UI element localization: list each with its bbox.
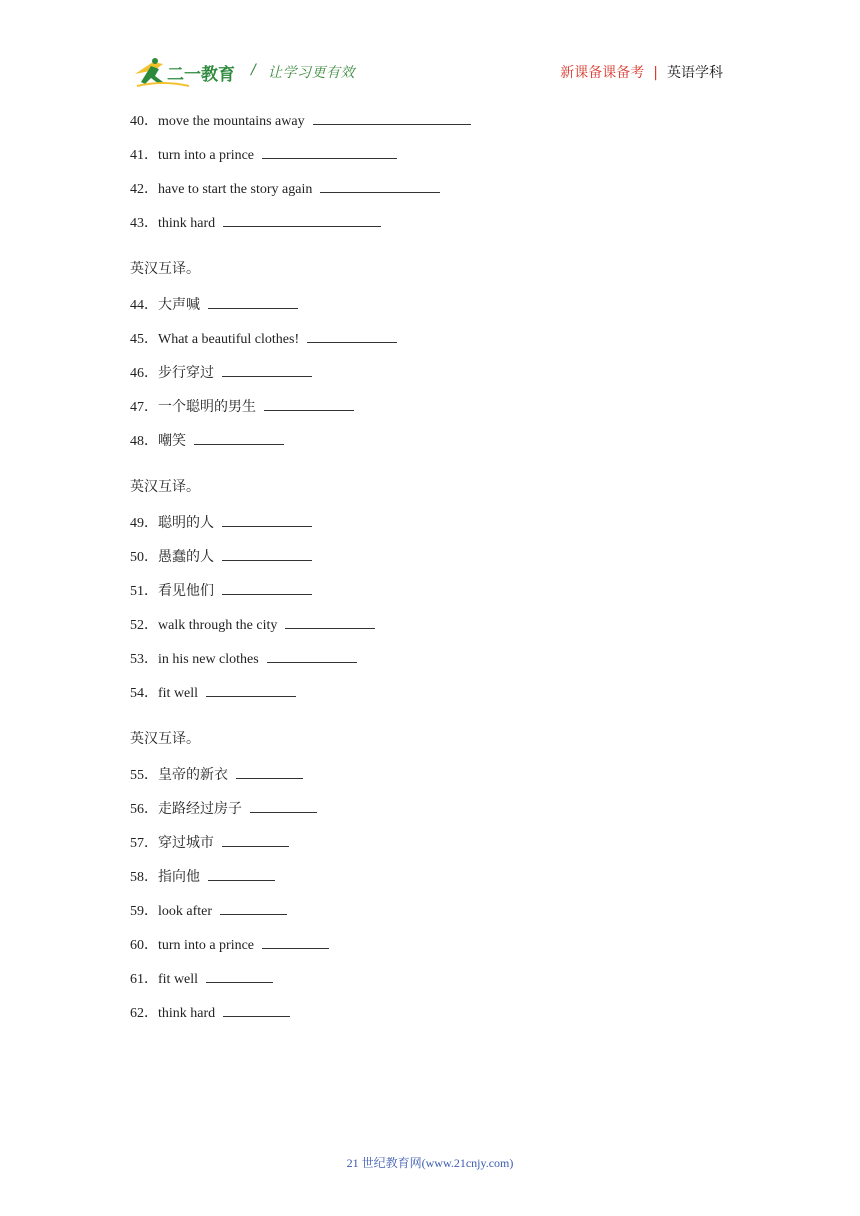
exercise-item — [130, 294, 750, 314]
item-number: 47． — [130, 400, 158, 415]
exercise-item — [130, 648, 750, 668]
item-number: 42． — [130, 182, 158, 197]
exercise-item — [130, 866, 750, 886]
item-prompt: 一个聪明的男生 — [158, 400, 256, 415]
answer-blank[interactable] — [222, 362, 312, 377]
item-number: 50． — [130, 550, 158, 565]
item-number: 55． — [130, 768, 158, 783]
item-prompt: What a beautiful clothes! — [158, 332, 300, 347]
slogan-separator: / — [251, 62, 256, 78]
exercise-item — [130, 968, 750, 988]
item-number: 40． — [130, 114, 158, 129]
item-prompt: walk through the city — [158, 618, 278, 633]
section-instruction: 英汉互译。 — [130, 262, 200, 277]
header-subject — [560, 62, 723, 82]
item-number: 52． — [130, 618, 158, 633]
item-prompt: 看见他们 — [158, 584, 214, 599]
answer-blank[interactable] — [250, 798, 317, 813]
answer-blank[interactable] — [320, 178, 440, 193]
item-prompt: move the mountains away — [158, 114, 305, 129]
exercise-item — [130, 934, 750, 954]
answer-blank[interactable] — [223, 1002, 290, 1017]
header-course-label: 新课备课备考 — [560, 65, 645, 81]
answer-blank[interactable] — [222, 832, 289, 847]
item-number: 51． — [130, 584, 158, 599]
answer-blank[interactable] — [220, 900, 287, 915]
exercise-item — [130, 580, 750, 600]
answer-blank[interactable] — [222, 580, 312, 595]
answer-blank[interactable] — [262, 144, 397, 159]
item-prompt: think hard — [158, 1006, 216, 1021]
item-number: 48． — [130, 434, 158, 449]
item-number: 49． — [130, 516, 158, 531]
item-prompt: 愚蠢的人 — [158, 550, 214, 565]
item-number: 45． — [130, 332, 158, 347]
exercise-item — [130, 178, 750, 198]
exercise-item — [130, 212, 750, 232]
item-number: 41． — [130, 148, 158, 163]
item-number: 62． — [130, 1006, 158, 1021]
answer-blank[interactable] — [285, 614, 375, 629]
item-prompt: 穿过城市 — [158, 836, 214, 851]
section-instruction: 英汉互译。 — [130, 480, 200, 495]
exercise-item — [130, 764, 750, 784]
exercise-item — [130, 144, 750, 164]
answer-blank[interactable] — [222, 512, 312, 527]
exercise-item — [130, 832, 750, 852]
exercise-item — [130, 328, 750, 348]
item-number: 43． — [130, 216, 158, 231]
item-prompt: 嘲笑 — [158, 434, 186, 449]
answer-blank[interactable] — [223, 212, 381, 227]
item-number: 56． — [130, 802, 158, 817]
answer-blank[interactable] — [262, 934, 329, 949]
brand-logo — [133, 56, 245, 90]
page-header — [0, 0, 860, 100]
item-prompt: turn into a prince — [158, 148, 255, 163]
answer-blank[interactable] — [208, 294, 298, 309]
answer-blank[interactable] — [236, 764, 303, 779]
item-number: 53． — [130, 652, 158, 667]
exercise-item — [130, 110, 750, 130]
item-prompt: turn into a prince — [158, 938, 255, 953]
item-number: 57． — [130, 836, 158, 851]
answer-blank[interactable] — [313, 110, 471, 125]
item-prompt: 聪明的人 — [158, 516, 214, 531]
exercise-section — [130, 478, 750, 702]
answer-blank[interactable] — [208, 866, 275, 881]
exercise-item — [130, 396, 750, 416]
answer-blank[interactable] — [206, 682, 296, 697]
item-prompt: look after — [158, 904, 213, 919]
item-number: 44． — [130, 298, 158, 313]
exercise-item — [130, 512, 750, 532]
answer-blank[interactable] — [307, 328, 397, 343]
item-number: 54． — [130, 686, 158, 701]
exercise-item — [130, 362, 750, 382]
exercise-section — [130, 730, 750, 1022]
page-footer: 21 世纪教育网(www.21cnjy.com) — [346, 1156, 514, 1170]
item-number: 61． — [130, 972, 158, 987]
answer-blank[interactable] — [264, 396, 354, 411]
exercise-section — [130, 110, 750, 232]
item-prompt: 指向他 — [158, 870, 200, 885]
item-prompt: fit well — [158, 686, 199, 701]
exercise-item — [130, 430, 750, 450]
header-subject-label: 英语学科 — [667, 65, 723, 81]
item-prompt: in his new clothes — [158, 652, 259, 667]
item-number: 58． — [130, 870, 158, 885]
answer-blank[interactable] — [206, 968, 273, 983]
answer-blank[interactable] — [194, 430, 284, 445]
exercise-item — [130, 682, 750, 702]
item-number: 60． — [130, 938, 158, 953]
exercise-item — [130, 614, 750, 634]
exercise-item — [130, 900, 750, 920]
item-prompt: 走路经过房子 — [158, 802, 242, 817]
item-prompt: fit well — [158, 972, 199, 987]
item-prompt: 大声喊 — [158, 298, 200, 313]
section-instruction: 英汉互译。 — [130, 732, 200, 747]
answer-blank[interactable] — [267, 648, 357, 663]
header-divider: | — [653, 65, 658, 81]
exercise-item — [130, 1002, 750, 1022]
item-prompt: have to start the story again — [158, 182, 313, 197]
item-number: 46． — [130, 366, 158, 381]
item-prompt: 皇帝的新衣 — [158, 768, 228, 783]
item-number: 59． — [130, 904, 158, 919]
item-prompt: think hard — [158, 216, 216, 231]
exercise-item — [130, 798, 750, 818]
answer-blank[interactable] — [222, 546, 312, 561]
item-prompt: 步行穿过 — [158, 366, 214, 381]
exercise-item — [130, 546, 750, 566]
exercise-list — [130, 110, 750, 1050]
header-slogan: 让学习更有效 — [268, 65, 355, 81]
exercise-section — [130, 260, 750, 450]
svg-text:二一教育: 二一教育 — [167, 65, 235, 85]
